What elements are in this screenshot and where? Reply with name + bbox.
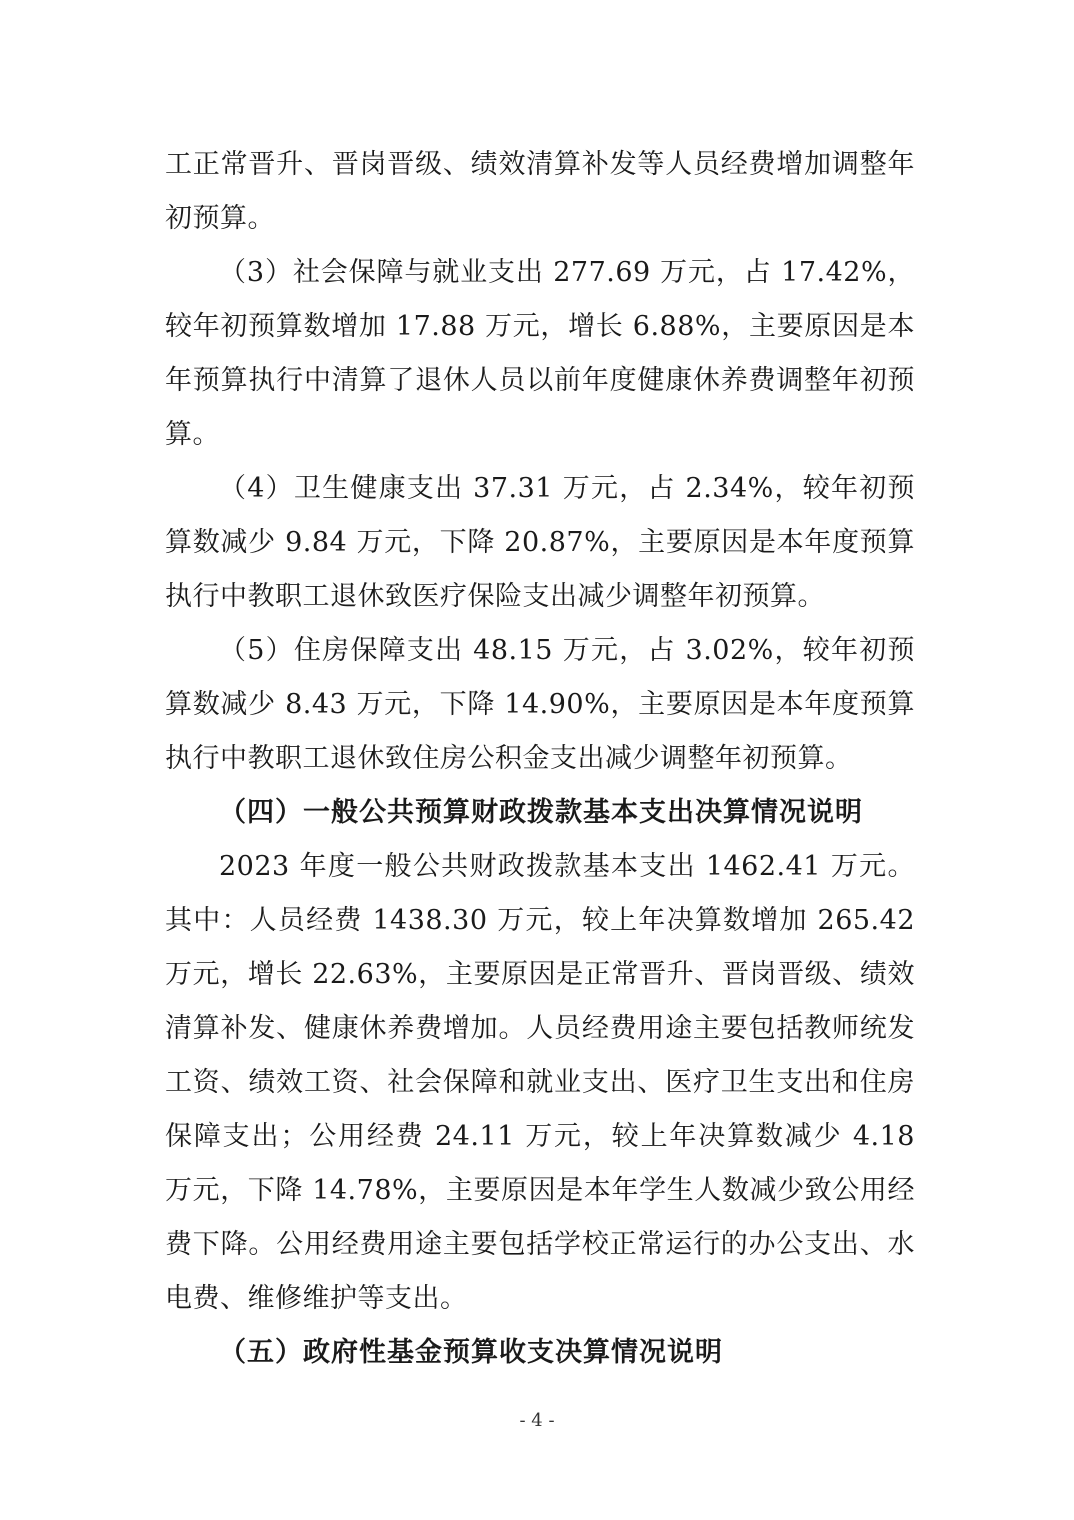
paragraph-housing: （5）住房保障支出 48.15 万元，占 3.02%，较年初预算数减少 8.43 万元，下降 14.90%，主要原因是本年度预算执行中教职工退休致住房公积金支出减少调整年初预算。 [165,635,915,774]
section-heading-basic-expenditure: （四）一般公共预算财政拨款基本支出决算情况说明 [219,797,863,828]
section-heading-government-fund: （五）政府性基金预算收支决算情况说明 [219,1337,723,1368]
paragraph-basic-expenditure: 2023 年度一般公共财政拨款基本支出 1462.41 万元。其中：人员经费 1438.30 万元，较上年决算数增加 265.42 万元，增长 22.63%，主要原因是正常晋升、晋岗晋级、绩效清算补发、健康休养费增加。人员经费用途主要包括教师统发工资、绩效工资、社会保障和就业支出、医疗卫生支出和住房保障支出；公用经费 24.11 万元，较上年决算数减少 4.18 万元，下降 14.78%，主要原因是本年学生人数减少致公用经费下降。公用经费用途主要包括学校正常运行的办公支出、水电费、维修维护等支出。 [165,851,915,1314]
page-number: - 4 - [519,1410,555,1431]
document-body [165,138,915,1380]
paragraph-social-security: （3）社会保障与就业支出 277.69 万元，占 17.42%，较年初预算数增加 17.88 万元，增长 6.88%，主要原因是本年预算执行中清算了退休人员以前年度健康休养费调整年初预算。 [165,257,915,450]
paragraph-continuation: 工正常晋升、晋岗晋级、绩效清算补发等人员经费增加调整年初预算。 [165,149,915,234]
paragraph-health: （4）卫生健康支出 37.31 万元，占 2.34%，较年初预算数减少 9.84 万元，下降 20.87%，主要原因是本年度预算执行中教职工退休致医疗保险支出减少调整年初预算。 [165,473,915,612]
